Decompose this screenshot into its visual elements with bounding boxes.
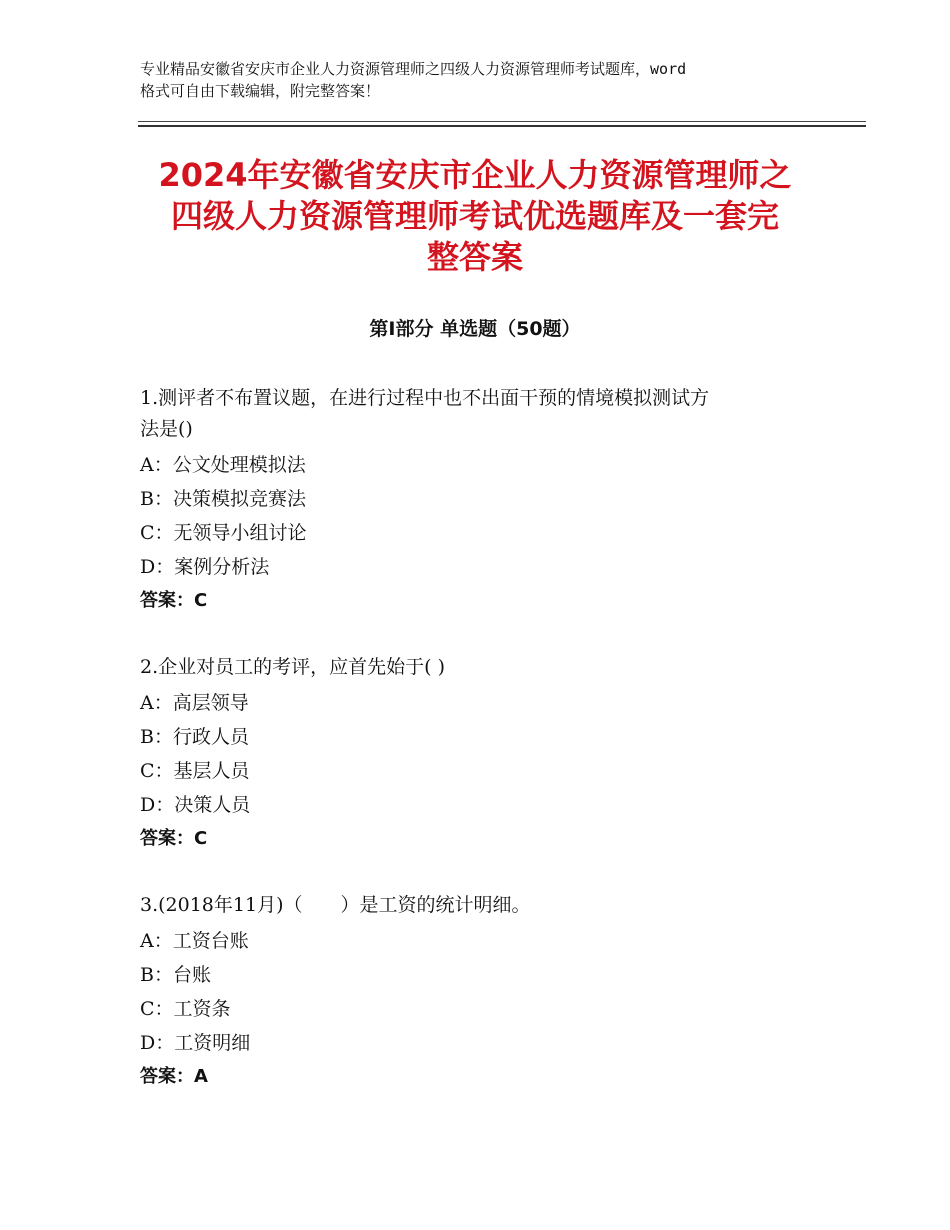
option-b: B：行政人员 xyxy=(140,726,249,748)
question-stem-line-1: 3.(2018年11月)（ ）是工资的统计明细。 xyxy=(140,894,531,916)
answer: 答案：C xyxy=(140,828,208,849)
question-stem xyxy=(140,383,820,445)
option-b: B：台账 xyxy=(140,964,211,986)
option-c: C：无领导小组讨论 xyxy=(140,522,307,544)
option-a: A：工资台账 xyxy=(140,930,249,952)
question-stem-line-1: 1.测评者不布置议题，在进行过程中也不出面干预的情境模拟测试方 xyxy=(140,387,710,409)
question-1 xyxy=(140,383,820,618)
document-title-line-1: 2024年安徽省安庆市企业人力资源管理师之 xyxy=(158,156,792,194)
option-d: D：工资明细 xyxy=(140,1032,251,1054)
option-d: D：决策人员 xyxy=(140,794,251,816)
answer: 答案：A xyxy=(140,1066,208,1087)
header-note xyxy=(140,58,820,102)
question-stem xyxy=(140,890,820,921)
document-title xyxy=(140,155,810,278)
option-c: C：基层人员 xyxy=(140,760,250,782)
header-rule-thin xyxy=(138,121,866,122)
option-c: C：工资条 xyxy=(140,998,231,1020)
option-b: B：决策模拟竞赛法 xyxy=(140,488,306,510)
option-a: A：高层领导 xyxy=(140,692,249,714)
header-rule-thick xyxy=(138,125,866,127)
question-stem xyxy=(140,652,820,683)
document-title-line-2: 四级人力资源管理师考试优选题库及一套完 xyxy=(170,197,779,235)
header-note-line-1: 专业精品安徽省安庆市企业人力资源管理师之四级人力资源管理师考试题库，word xyxy=(140,60,687,78)
question-stem-line-1: 2.企业对员工的考评，应首先始于( ) xyxy=(140,656,445,678)
option-a: A：公文处理模拟法 xyxy=(140,454,306,476)
header-note-line-2: 格式可自由下载编辑，附完整答案！ xyxy=(140,82,381,100)
question-list xyxy=(140,383,820,1128)
question-stem-line-2: 法是() xyxy=(140,418,193,440)
question-3 xyxy=(140,890,820,1094)
question-2 xyxy=(140,652,820,856)
document-title-line-3: 整答案 xyxy=(426,238,523,276)
option-d: D：案例分析法 xyxy=(140,556,270,578)
answer: 答案：C xyxy=(140,590,208,611)
section-heading: 第Ⅰ部分 单选题（50题） xyxy=(369,318,581,340)
